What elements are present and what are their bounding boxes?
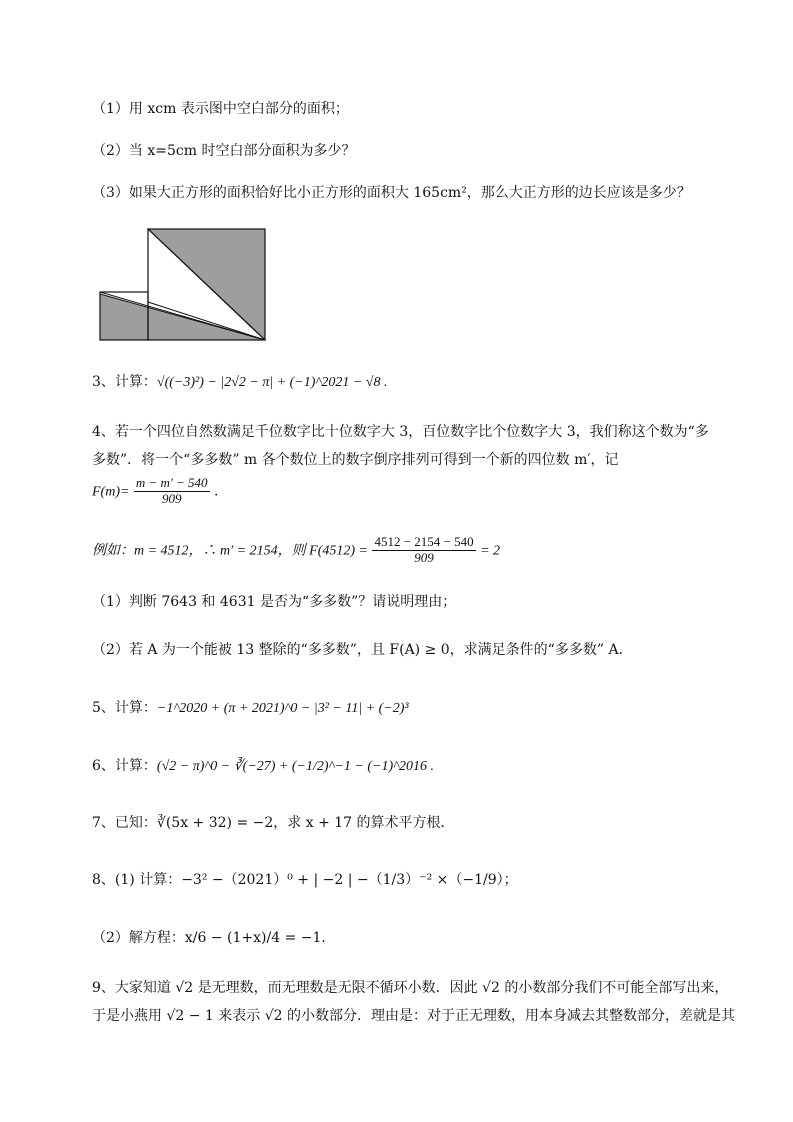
q4-example-fraction: $\frac{4512 - 2154 - 540}{909}$ [374, 534, 474, 565]
q2-part1: （1）用 xcm 表示图中空白部分的面积； [92, 101, 349, 117]
q6-expression: (√2 − π)^0 − ∛(−27) + (−1/2)^−1 − (−1)^2016 . [156, 759, 435, 774]
q8-part1: 8、(1) 计算：−3² −（2021）⁰ + | −2 | −（1/3）⁻² ×（−1/9）； [92, 872, 518, 888]
q2-part3: （3）如果大正方形的面积恰好比小正方形的面积大 165cm²，那么大正方形的边长应该是多少？ [92, 185, 691, 201]
q5-expression: −1^2020 + (π + 2021)^0 − |3² − 11| + (−2)³ [156, 701, 409, 716]
q4-definition-fraction: $\frac{m - m' - 540}{909}$ [135, 475, 208, 506]
q4-example: 例如：m = 4512，∴ m′ = 2154，则 F(4512) = $\frac{4512 - 2154 - 540}{909}$ = 2 [92, 534, 501, 565]
q4-line2: 多数”．将一个“多多数” m 各个数位上的数字倒序排列可得到一个新的四位数 m′，记 [92, 452, 619, 468]
q3-expression: √((−3)²) − |2√2 − π| + (−1)^2021 − √8 . [156, 375, 388, 390]
q7: 7、已知：∛(5x + 32) = −2，求 x + 17 的算术平方根． [92, 815, 455, 831]
q3: 3、计算：√((−3)²) − |2√2 − π| + (−1)^2021 − √8 . [92, 374, 388, 390]
q4-sub2: （2）若 A 为一个能被 13 整除的“多多数”，且 F(A) ≥ 0，求满足条件的“多多数” A． [92, 642, 633, 658]
q8-part2: （2）解方程：x/6 − (1+x)/4 = −1． [92, 930, 336, 946]
q2-part2: （2）当 x=5cm 时空白部分面积为多少？ [92, 143, 356, 159]
q9-line2: 于是小燕用 √2 − 1 来表示 √2 的小数部分．理由是：对于正无理数，用本身减去其整数部分，差就是其 [92, 1008, 735, 1024]
q5: 5、计算：−1^2020 + (π + 2021)^0 − |3² − 11| + (−2)³ [92, 700, 409, 716]
q4-line1: 4、若一个四位自然数满足千位数字比十位数字大 3，百位数字比个位数字大 3，我们称这个数为“多 [92, 424, 709, 440]
q4-definition: F(m)= $\frac{m - m' - 540}{909}$ ． [92, 475, 229, 506]
q9-line1: 9、大家知道 √2 是无理数，而无理数是无限不循环小数．因此 √2 的小数部分我们不可能全部写出来， [92, 980, 729, 996]
geometry-figure [98, 226, 268, 342]
q4-sub1: （1）判断 7643 和 4631 是否为“多多数”？请说明理由； [92, 594, 457, 610]
q6: 6、计算：(√2 − π)^0 − ∛(−27) + (−1/2)^−1 − (−1)^2016 . [92, 758, 435, 774]
